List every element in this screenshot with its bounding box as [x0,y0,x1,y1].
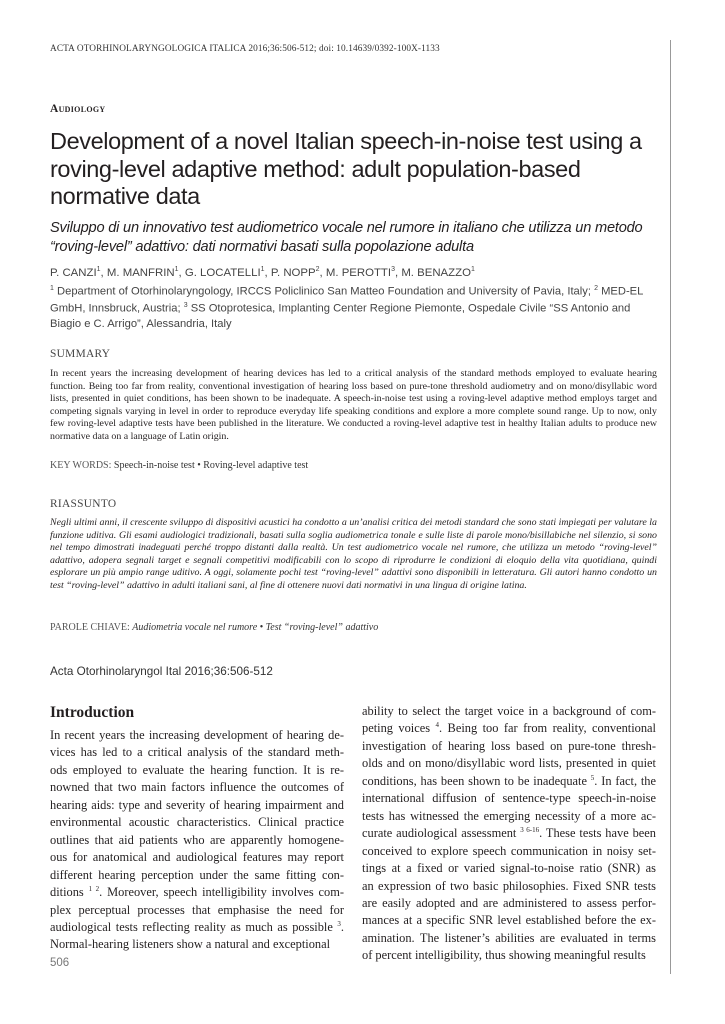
line-text: audiological tests reflecting reality as much as possible [50,919,338,934]
author-sup: 3 [391,266,395,273]
body-line [50,797,344,814]
reference-sup: 3 [337,919,341,928]
body-line [362,860,656,877]
affiliation-text: Department of Otorhinolaryngology, IRCCS Policlinico San Matteo Foundation and University of Pavia, Italy; [57,285,591,298]
author-name: P. CANZI [50,266,97,279]
body-line [362,878,656,895]
introduction-heading: Introduction [50,704,135,721]
line-text: tings at a fixed or varied signal-to-noise ratio (SNR) as [362,861,656,876]
author-sup: 1 [174,266,179,273]
body-line [50,762,344,779]
affiliation-text: SS Otoprotesica, Implanting Center Regione Piemonte, Ospedale Civile “SS Antonio and Biagio e C. Arrigo”, Alessandria, Italy [50,303,631,330]
body-line [362,947,656,964]
affiliation-sup: 3 [183,302,188,310]
affiliations [50,282,660,331]
line-text: ods employed to evaluate the hearing function. It is re- [50,762,344,777]
reference-sup: 1 2 [88,884,100,893]
section-label: Audiology [50,103,106,115]
keywords-label: KEY WORDS: [50,460,112,471]
body-line [362,790,656,807]
riassunto-heading: RIASSUNTO [50,498,117,510]
line-text: international diffusion of sentence-type speech-in-noise [362,791,656,806]
body-line [50,919,344,936]
line-text: different hearing perception under the same fitting con- [50,867,344,882]
body-line [362,738,656,755]
body-line [362,825,656,842]
affiliation-sup: 2 [594,285,598,292]
body-line [50,849,344,866]
line-text: nowned that two main factors influence the outcomes of [50,780,344,795]
author-name: P. NOPP [270,266,316,279]
line-text: amination. The listener’s abilities are evaluated in terms [362,930,656,945]
line-text: of percent intelligibility, thus showing meaningful results [362,948,646,963]
body-line [50,867,344,884]
line-text: ability to select the target voice in a background of com- [362,704,656,718]
riassunto-text: Negli ultimi anni, il crescente sviluppo di dispositivi acustici ha condotto a un’analisi critica dei metodi standard che sono stati impiegati per valutare la funzione uditiva. Gli esami audiologici tradizionali, basati sulla soglia audiometrica tonale e sulle liste di parole mono/bisillabiche nel silenzio, si sono nel tempo dimostrati inadeguati perché troppo distanti dalla realtà. Un test audiometrico vocale nel rumore, che utilizza un metodo “roving-level” adattivo, adopera segnali target e segnali competitivi modificabili con lo scopo di riprodurre le condizioni di eloquio della vita quotidiana, quindi esplorare un più ampio range uditivo. A oggi, solamente pochi test “roving-level” adattivi sono disponibili in letteratura. Gli autori hanno condotto un test “roving-level” adattivo in adulti italiani sani, al fine di ottenere nuovi dati normativi in una lingua di origine latina. [50,517,657,591]
parole-chiave-label: PAROLE CHIAVE: [50,622,130,633]
body-line [50,744,344,761]
line-text: ditions [50,885,89,900]
page-number: 506 [50,957,70,969]
line-text: . [340,919,344,934]
article-title: Development of a novel Italian speech-in-noise test using a roving-level adaptive method: adult population-based normative data [50,128,642,209]
line-text: . These tests have been [539,826,656,841]
body-line [50,727,344,744]
body-line [362,773,656,790]
margin-rule [670,40,671,974]
body-line [50,936,344,953]
line-text: outlines that aid patients who are apparently homogene- [50,832,344,847]
body-line [362,843,656,860]
body-column-left [50,727,344,954]
author-name: M. MANFRIN [106,266,175,279]
line-text: plex perceptual processes that emphasise the need for [50,902,344,917]
body-line [50,832,344,849]
summary-heading: SUMMARY [50,348,111,360]
body-line [362,895,656,912]
author-sup: 1 [260,266,265,273]
summary-keywords [50,460,308,471]
line-text: In recent years the increasing development of hearing de- [50,728,344,742]
author-name: M. PEROTTI [325,266,392,279]
parole-chiave-text: Audiometria vocale nel rumore • Test “roving-level” adattivo [132,622,379,633]
summary-text: In recent years the increasing development of hearing devices has led to a critical analysis of the standard methods employed to evaluate hearing function. Being too far from reality, conventional investigation of hearing loss based on pure-tone threshold audiometry and on mono/disyllabic word lists, presented in quiet conditions, has been shown to be inadequate. A speech-in-noise test using a roving-level adaptive method employs target and competing signals varying in level in order to reproduce everyday life speaking conditions and explore a more complete sound range. Up to now, only few roving-level adaptive tests have been published in the literature. We conducted a roving-level adaptive test in healthy Italian adults to produce new normative data on a language of Latin origin. [50,368,657,442]
line-text: are easily adopted and are administered to assess perfor- [362,895,656,910]
author-name: G. LOCATELLI [184,266,261,279]
body-line [50,779,344,796]
body-line [362,720,656,737]
body-line [362,755,656,772]
journal-citation: Acta Otorhinolaryngol Ital 2016;36:506-512 [50,665,273,678]
line-text: ous for anatomical and audiological features may report [50,850,344,865]
body-line [362,930,656,947]
keywords-text: Speech-in-noise test • Roving-level adaptive test [113,460,309,471]
line-text: olds and on mono/disyllabic word lists, presented in quiet [362,756,656,771]
line-text: peting voices [362,721,436,736]
line-text: curate audiological assessment [362,826,521,841]
body-line [50,902,344,919]
line-text: hearing aids: type and severity of hearing impairment and [50,797,344,812]
body-line [362,703,656,720]
author-sup: 1 [96,266,101,273]
body-line [362,912,656,929]
riassunto-keywords [50,622,378,633]
line-text: . Being too far from reality, conventional [439,721,656,736]
line-text: Normal-hearing listeners show a natural and exceptional [50,937,331,952]
line-text: conditions, has been shown to be inadequate [362,773,591,788]
body-line [50,814,344,831]
affiliation-text: MED-EL GmbH, Innsbruck, Austria; [50,285,643,316]
affiliation-sup: 1 [50,285,54,292]
author-sup: 2 [315,266,320,273]
line-text: tests has witnessed the emerging necessity of a more ac- [362,808,656,823]
line-text: an expression of two basic philosophies. Fixed SNR tests [362,878,656,893]
article-subtitle: Sviluppo di un innovativo test audiometrico vocale nel rumore in italiano che utilizza un metodo “roving-level” adattivo: dati normativi basati sulla popolazione adulta [50,220,643,255]
line-text: investigation of hearing loss based on pure-tone thresh- [362,738,656,753]
line-text: vices has led to a critical analysis of the standard meth- [50,745,344,760]
author-sup: 1 [470,266,475,273]
body-column-right [362,703,656,965]
line-text: . In fact, the [594,773,657,788]
reference-sup: 5 [590,773,595,782]
author-list: P. CANZI$^1$, M. MANFRIN$^1$, G. LOCATELLI$^1$, P. NOPP$^2$, M. PEROTTI$^3$, M. BENAZZO$^1$ [50,266,475,279]
reference-sup: 3 6-16 [520,826,540,835]
author-name: M. BENAZZO [401,266,471,279]
body-line [50,884,344,901]
body-line [362,808,656,825]
line-text: . Moreover, speech intelligibility involves com- [99,885,345,900]
line-text: environmental acoustic characteristics. Clinical practice [50,815,344,830]
reference-sup: 4 [435,721,440,730]
line-text: mances at a specific SNR level established before the ex- [362,913,656,928]
line-text: conceived to explore speech communication in noisy set- [362,843,656,858]
running-head: ACTA OTORHINOLARYNGOLOGICA ITALICA 2016;36:506-512; doi: 10.14639/0392-100X-1133 [50,44,440,54]
